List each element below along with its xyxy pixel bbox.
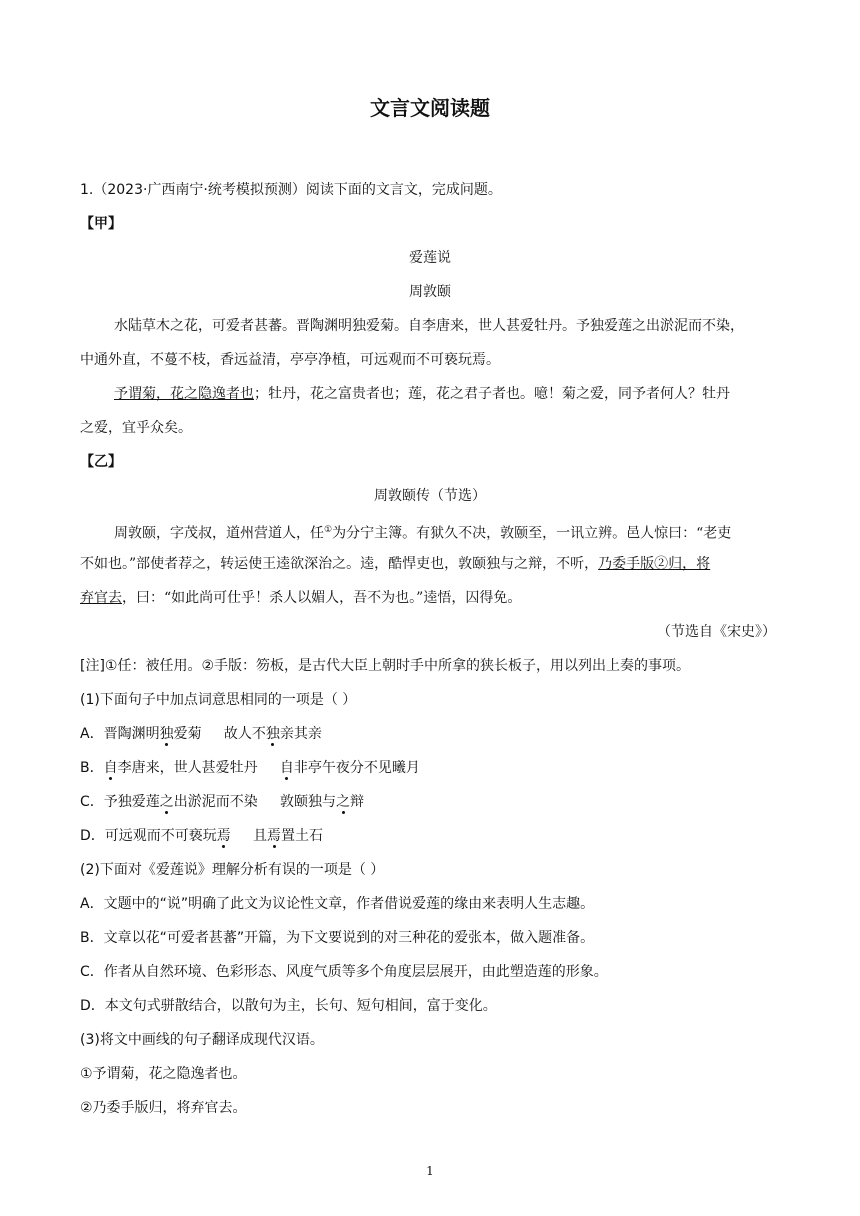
option-c-text-2: 出淤泥而不染 敦颐独与 — [173, 794, 337, 810]
yi-line-1 — [114, 520, 814, 544]
annotation-note: [注]①任：被任用。②手版：笏板，是古代大臣上朝时手中所拿的狭长板子，用以列出上奏的事项。 — [80, 658, 691, 674]
option-d-text-1: D．可远观而不可亵玩 — [80, 828, 217, 844]
yi-line-2-a: 不如也。”部使者荐之，转运使王逵欲深治之。逵，酷悍吏也，敦颐独与之辩，不听， — [80, 556, 599, 572]
dotted-word: 独 — [265, 726, 280, 742]
question-1-intro: 1.（2023·广西南宁·统考模拟预测）阅读下面的文言文，完成问题。 — [80, 182, 502, 198]
question-1-3: (3)将文中画线的句子翻译成现代汉语。 — [80, 1032, 324, 1048]
yi-line-1-b: 为分宁主簿。有狱久不决，敦颐至，一讯立辨。邑人惊曰：“老吏 — [332, 525, 732, 542]
option-a-text-3: 亲其亲 — [279, 726, 322, 742]
question-1-2: (2)下面对《爱莲说》理解分析有误的一项是（ ） — [80, 862, 385, 878]
jia-author: 周敦颐 — [409, 284, 451, 300]
option-b — [80, 758, 780, 778]
jia-paragraph-2-line-1 — [114, 384, 814, 404]
yi-line-2 — [80, 554, 780, 574]
q2-option-d: D．本文句式骈散结合，以散句为主，长句、短句相间，富于变化。 — [80, 998, 497, 1014]
source-citation: （节选自《宋史》） — [657, 624, 776, 640]
option-c-text-1: C．予独爱莲 — [80, 794, 160, 810]
underlined-sentence-1: 予谓菊，花之隐逸者也 — [114, 386, 254, 402]
dotted-word: 自 — [103, 760, 118, 776]
underlined-sentence-2a: 乃委手版②归，将 — [598, 556, 711, 572]
option-c — [80, 792, 780, 812]
yi-line-3-b: ，曰：“如此尚可仕乎！杀人以媚人，吾不为也。”逵悟，囚得免。 — [122, 590, 522, 606]
question-1-1: (1)下面句子中加点词意思相同的一项是（ ） — [80, 692, 357, 708]
page-number: 1 — [426, 1164, 434, 1178]
dotted-word: 独 — [159, 726, 174, 742]
jia-title: 爱莲说 — [409, 250, 451, 266]
underlined-sentence-2b: 弃官去 — [80, 590, 122, 606]
dotted-word: 之 — [336, 794, 351, 810]
option-d-text-3: 置土石 — [281, 828, 324, 844]
jia-paragraph-1-line-2: 中通外直，不蔓不枝，香远益清，亭亭净植，可远观而不可亵玩焉。 — [80, 352, 500, 368]
dotted-word: 之 — [159, 794, 174, 810]
page-title: 文言文阅读题 — [370, 96, 490, 120]
option-d — [80, 826, 780, 846]
option-b-text-2: 李唐来，世人甚爱牡丹 — [117, 760, 280, 776]
yi-line-3 — [80, 588, 780, 608]
dotted-word: 焉 — [216, 828, 231, 844]
option-a — [80, 724, 780, 744]
section-jia-label: 【甲】 — [80, 216, 122, 232]
option-b-text-1: B． — [80, 760, 104, 776]
option-c-text-3: 辩 — [350, 794, 365, 810]
q2-option-a: A．文题中的“说”明确了此文为议论性文章，作者借说爱莲的缘由来表明人生志趣。 — [80, 896, 595, 912]
jia-paragraph-1-line-1: 水陆草木之花，可爱者甚蕃。晋陶渊明独爱菊。自李唐来，世人甚爱牡丹。予独爱莲之出淤泥而不染， — [114, 318, 744, 334]
yi-line-1-a: 周敦颐，字茂叔，道州营道人，任 — [114, 525, 324, 542]
translation-item-2: ②乃委手版归，将弃官去。 — [80, 1100, 247, 1116]
dotted-word: 焉 — [267, 828, 282, 844]
section-yi-label: 【乙】 — [80, 454, 122, 470]
translation-item-1: ①予谓菊，花之隐逸者也。 — [80, 1066, 247, 1082]
option-a-text-2: 爱菊 故人不 — [173, 726, 266, 742]
q2-option-c: C．作者从自然环境、色彩形态、风度气质等多个角度层层展开，由此塑造莲的形象。 — [80, 964, 608, 980]
option-d-text-2: 且 — [230, 828, 268, 844]
option-a-text-1: A．晋陶渊明 — [80, 726, 160, 742]
yi-title: 周敦颐传（节选） — [374, 488, 486, 504]
dotted-word: 自 — [279, 760, 294, 776]
option-b-text-3: 非亭午夜分不见曦月 — [293, 760, 420, 776]
jia-paragraph-2-rest: ；牡丹，花之富贵者也；莲，花之君子者也。噫！菊之爱，同予者何人？牡丹 — [254, 386, 730, 402]
q2-option-b: B．文章以花“可爱者甚蕃”开篇，为下文要说到的对三种花的爱张本，做入题准备。 — [80, 930, 595, 946]
jia-paragraph-2-line-2: 之爱，宜乎众矣。 — [80, 420, 192, 436]
footnote-marker: ① — [324, 525, 333, 535]
